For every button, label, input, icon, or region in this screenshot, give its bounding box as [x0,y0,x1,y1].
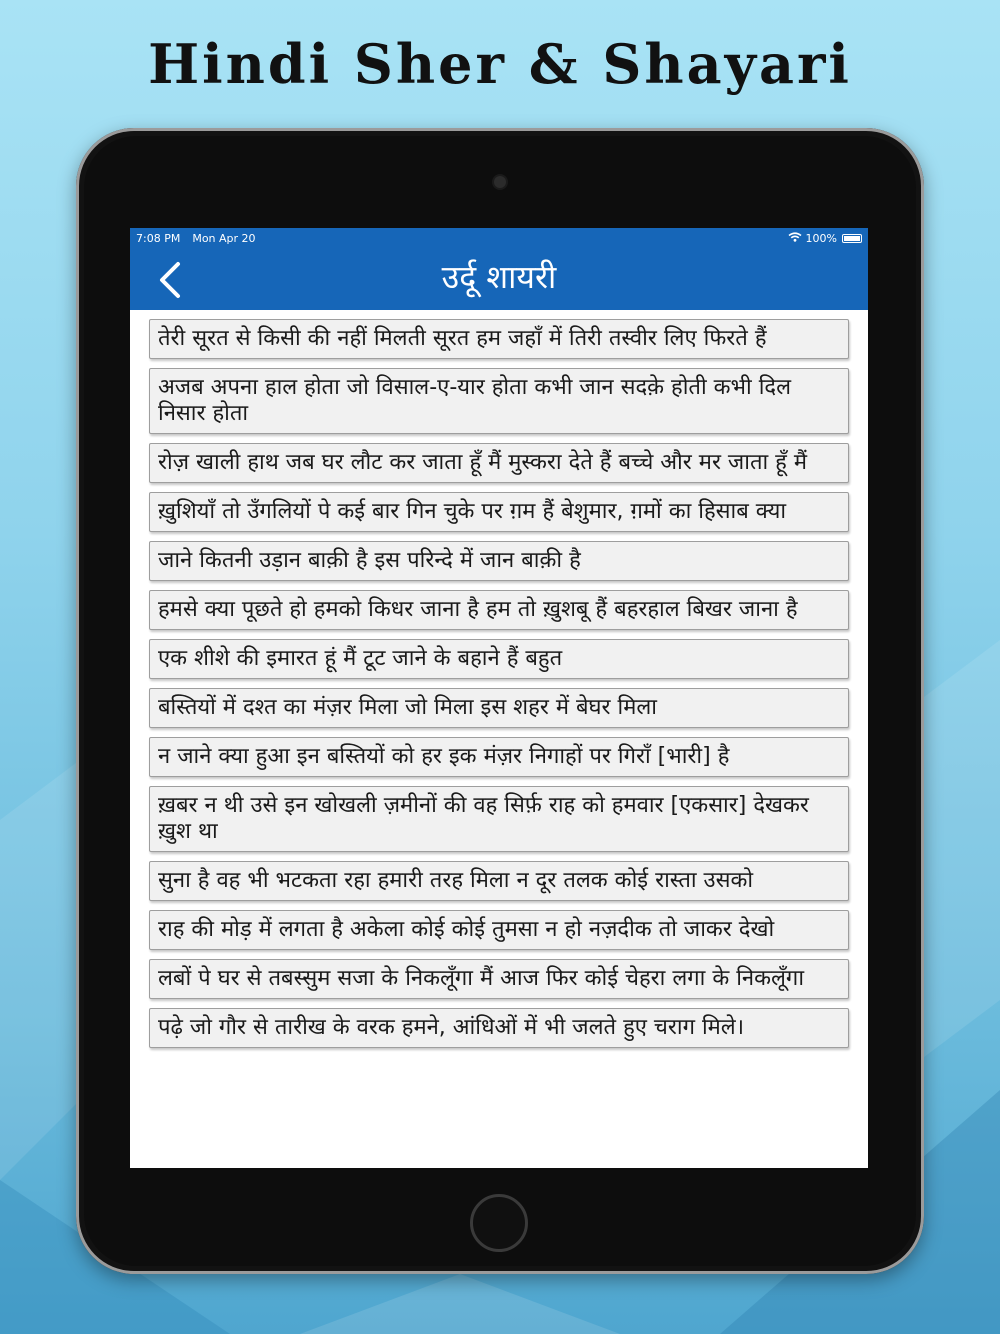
shayari-item[interactable]: न जाने क्या हुआ इन बस्तियों को हर इक मंज़र निगाहों पर गिराँ [भारी] है [149,737,849,777]
shayari-item[interactable]: ख़ुशियाँ तो उँगलियों पे कई बार गिन चुके पर ग़म हैं बेशुमार, ग़मों का हिसाब क्या [149,492,849,532]
battery-icon [842,234,862,243]
shayari-item[interactable]: हमसे क्या पूछते हो हमको किधर जाना है हम तो ख़ुशबू हैं बहरहाल बिखर जाना है [149,590,849,630]
shayari-item[interactable]: जाने कितनी उड़ान बाक़ी है इस परिन्दे में जान बाक़ी है [149,541,849,581]
shayari-list [130,310,868,1048]
shayari-item[interactable]: तेरी सूरत से किसी की नहीं मिलती सूरत हम जहाँ में तिरी तस्वीर लिए फिरते हैं [149,319,849,359]
shayari-item[interactable]: अजब अपना हाल होता जो विसाल-ए-यार होता कभी जान सदक़े होती कभी दिल निसार होता [149,368,849,434]
shayari-item[interactable]: बस्तियों में दश्त का मंज़र मिला जो मिला इस शहर में बेघर मिला [149,688,849,728]
status-date: Mon Apr 20 [192,231,256,245]
shayari-item[interactable]: राह की मोड़ में लगता है अकेला कोई कोई तुमसा न हो नज़दीक तो जाकर देखो [149,910,849,950]
shayari-item[interactable]: ख़बर न थी उसे इन खोखली ज़मीनों की वह सिर्फ़ राह को हमवार [एकसार] देखकर ख़ुश था [149,786,849,852]
camera-icon [494,176,506,188]
nav-bar [130,248,868,310]
shayari-item[interactable]: एक शीशे की इमारत हूं मैं टूट जाने के बहाने हैं बहुत [149,639,849,679]
home-button[interactable] [470,1194,528,1252]
shayari-item[interactable]: रोज़ खाली हाथ जब घर लौट कर जाता हूँ मैं मुस्करा देते हैं बच्चे और मर जाता हूँ मैं [149,443,849,483]
wifi-icon [788,232,802,245]
battery-percent: 100% [805,231,837,245]
page-title: उर्दू शायरी [441,258,557,296]
status-time: 7:08 PM [136,231,181,245]
status-bar [130,228,868,248]
shayari-item[interactable]: लबों पे घर से तबस्सुम सजा के निकलूँगा मैं आज फिर कोई चेहरा लगा के निकलूँगा [149,959,849,999]
promo-title: Hindi Sher & Shayari [148,32,852,96]
app-screen [130,228,868,1168]
shayari-item[interactable]: सुना है वह भी भटकता रहा हमारी तरह मिला न दूर तलक कोई रास्ता उसको [149,861,849,901]
shayari-item[interactable]: पढ़े जो गौर से तारीख के वरक हमने, आंधिओं में भी जलते हुए चराग मिले। [149,1008,849,1048]
